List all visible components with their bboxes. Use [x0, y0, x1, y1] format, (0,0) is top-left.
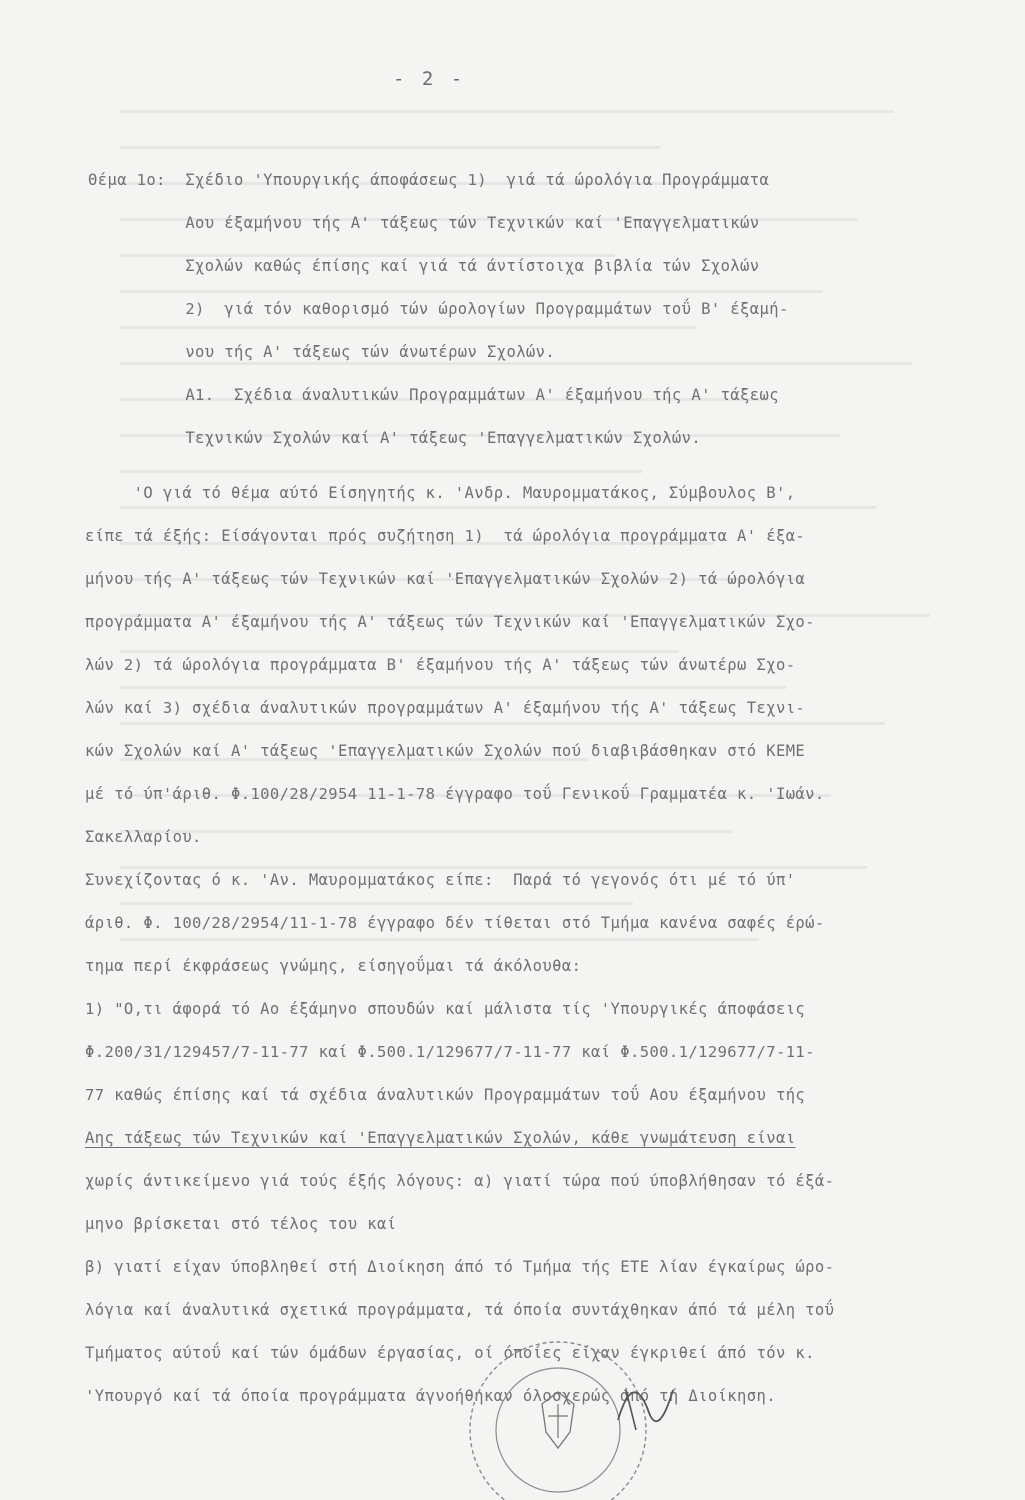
- text-line: 1) "Ο,τι άφορά τό Αο έξάμηνο σπουδών καί μάλιστα τίς 'Υπουργικές άποφάσεις: [85, 1000, 806, 1018]
- text-line: Σχολών καθώς έπίσης καί γιά τά άντίστοιχα βιβλία τών Σχολών: [88, 257, 760, 275]
- text-line: Τεχνικών Σχολών καί Α' τάξεως 'Επαγγελματικών Σχολών.: [88, 429, 702, 447]
- text-line: Συνεχίζοντας ό κ. 'Αν. Μαυρομματάκος είπε: Παρά τό γεγονός ότι μέ τό ύπ': [85, 871, 796, 889]
- official-stamp: [458, 1330, 688, 1500]
- text-line: άριθ. Φ. 100/28/2954/11-1-78 έγγραφο δέν τίθεται στό Τμήμα κανένα σαφές έρώ-: [85, 914, 825, 932]
- text-line: Φ.200/31/129457/7-11-77 καί Φ.500.1/129677/7-11-77 καί Φ.500.1/129677/7-11-: [85, 1043, 815, 1061]
- text-line: Τμήματος αύτοΰ καί τών όμάδων έργασίας, οί όποίες είχαν έγκριθεί άπό τόν κ.: [85, 1344, 815, 1362]
- text-line: λών καί 3) σχέδια άναλυτικών προγραμμάτων Α' έξαμήνου τής Α' τάξεως Τεχνι-: [85, 699, 806, 717]
- text-line: λών 2) τά ώρολόγια προγράμματα Β' έξαμήνου τής Α' τάξεως τών άνωτέρω Σχο-: [85, 656, 796, 674]
- text-line: κών Σχολών καί Α' τάξεως 'Επαγγελματικών Σχολών πού διαβιβάσθηκαν στό ΚΕΜΕ: [85, 742, 806, 760]
- text-line: χωρίς άντικείμενο γιά τούς έξής λόγους: α) γιατί τώρα πού ύποβλήθησαν τό έξά-: [85, 1172, 835, 1190]
- text-line: Α1. Σχέδια άναλυτικών Προγραμμάτων Α' έξαμήνου τής Α' τάξεως: [88, 386, 779, 404]
- text-line: μήνου τής Α' τάξεως τών Τεχνικών καί 'Επαγγελματικών Σχολών 2) τά ώρολόγια: [85, 570, 806, 588]
- text-line: είπε τά έξής: Είσάγονται πρός συζήτηση 1) τά ώρολόγια προγράμματα Α' έξα-: [85, 527, 806, 545]
- text-line: λόγια καί άναλυτικά σχετικά προγράμματα, τά όποία συντάχθηκαν άπό τά μέλη τοΰ: [85, 1301, 835, 1319]
- text-line: 'Ο γιά τό θέμα αύτό Είσηγητής κ. 'Ανδρ. Μαυρομματάκος, Σύμβουλος Β',: [85, 484, 796, 502]
- text-line: προγράμματα Α' έξαμήνου τής Α' τάξεως τών Τεχνικών καί 'Επαγγελματικών Σχο-: [85, 613, 815, 631]
- text-line: Σακελλαρίου.: [85, 828, 202, 846]
- text-line: Αης τάξεως τών Τεχνικών καί 'Επαγγελματικών Σχολών, κάθε γνωμάτευση είναι: [85, 1129, 796, 1147]
- text-line: β) γιατί είχαν ύποβληθεί στή Διοίκηση άπό τό Τμήμα τής ΕΤΕ λίαν έγκαίρως ώρο-: [85, 1258, 835, 1276]
- page-number: - 2 -: [393, 68, 466, 90]
- text-line: μηνο βρίσκεται στό τέλος του καί: [85, 1215, 397, 1233]
- text-line: 'Υπουργό καί τά όποία προγράμματα άγνοήθηκαν όλοσχερώς άπό τή Διοίκηση.: [85, 1387, 776, 1405]
- text-line: μέ τό ύπ'άριθ. Φ.100/28/2954 11-1-78 έγγραφο τοΰ Γενικοΰ Γραμματέα κ. 'Ιωάν.: [85, 785, 825, 803]
- text-line: Αου έξαμήνου τής Α' τάξεως τών Τεχνικών καί 'Επαγγελματικών: [88, 214, 760, 232]
- text-line: 77 καθώς έπίσης καί τά σχέδια άναλυτικών Προγραμμάτων τοΰ Αου έξαμήνου τής: [85, 1086, 806, 1104]
- text-line: Θέμα 1ο: Σχέδιο 'Υπουργικής άποφάσεως 1) γιά τά ώρολόγια Προγράμματα: [88, 171, 770, 189]
- signature-mark: [618, 1390, 673, 1421]
- text-line: 2) γιά τόν καθορισμό τών ώρολογίων Προγραμμάτων τοΰ Β' έξαμή-: [88, 300, 789, 318]
- text-line: τημα περί έκφράσεως γνώμης, είσηγοΰμαι τά άκόλουθα:: [85, 957, 582, 975]
- text-line: νου τής Α' τάξεως τών άνωτέρων Σχολών.: [88, 343, 556, 361]
